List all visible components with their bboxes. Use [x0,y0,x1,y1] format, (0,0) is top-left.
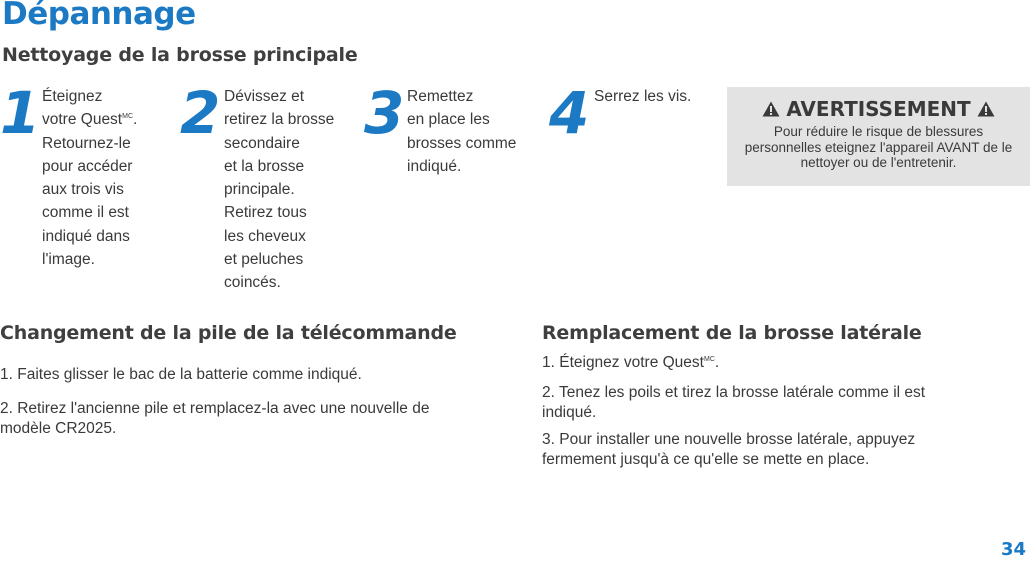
section-heading-main-brush: Nettoyage de la brosse principale [2,44,358,66]
warning-triangle-icon [762,101,780,117]
step-number-2: 2 [180,79,221,147]
side-brush-step-2: 2. Tenez les poils et tirez la brosse latérale comme il est indiqué. [542,384,926,421]
trademark-superscript: MC [703,355,715,363]
warning-box [727,87,1030,186]
page-title: Dépannage [2,0,196,32]
warning-text: Pour réduire le risque de blessures personnelles eteignez l'appareil AVANT de le nettoyer ou de l'entretenir. [744,124,1013,170]
warning-triangle-icon [977,101,995,117]
step-text-1: Éteignez votre Quest$^{MC}$. Retournez-le pour accéder aux trois vis comme il est indiqué dans l'image. [42,88,138,269]
warning-title-row [727,97,1030,121]
battery-step-2: 2. Retirez l'ancienne pile et remplacez-la avec une nouvelle de modèle CR2025. [0,400,430,437]
section-heading-battery: Changement de la pile de la télécommande [0,322,457,344]
side-brush-step-3: 3. Pour installer une nouvelle brosse latérale, appuyez fermement jusqu'à ce qu'elle se mette en place. [542,431,916,468]
warning-title: AVERTISSEMENT [786,97,971,121]
step-text-2: Dévissez et retirez la brosse secondaire et la brosse principale. Retirez tous les cheveux et peluches coincés. [224,88,335,292]
trademark-superscript: MC [122,113,134,121]
step-text-3: Remettez en place les brosses comme indiqué. [407,88,517,175]
step-number-4: 4 [549,79,590,147]
step-number-1: 1 [0,79,41,147]
step-number-3: 3 [364,79,405,147]
step-text-4: Serrez les vis. [594,88,692,105]
page-number: 34 [1000,539,1026,560]
battery-step-1: 1. Faites glisser le bac de la batterie comme indiqué. [0,366,362,383]
side-brush-step-1: 1. Éteignez votre Quest$^{MC}$. [542,354,720,371]
section-heading-side-brush: Remplacement de la brosse latérale [542,322,922,344]
